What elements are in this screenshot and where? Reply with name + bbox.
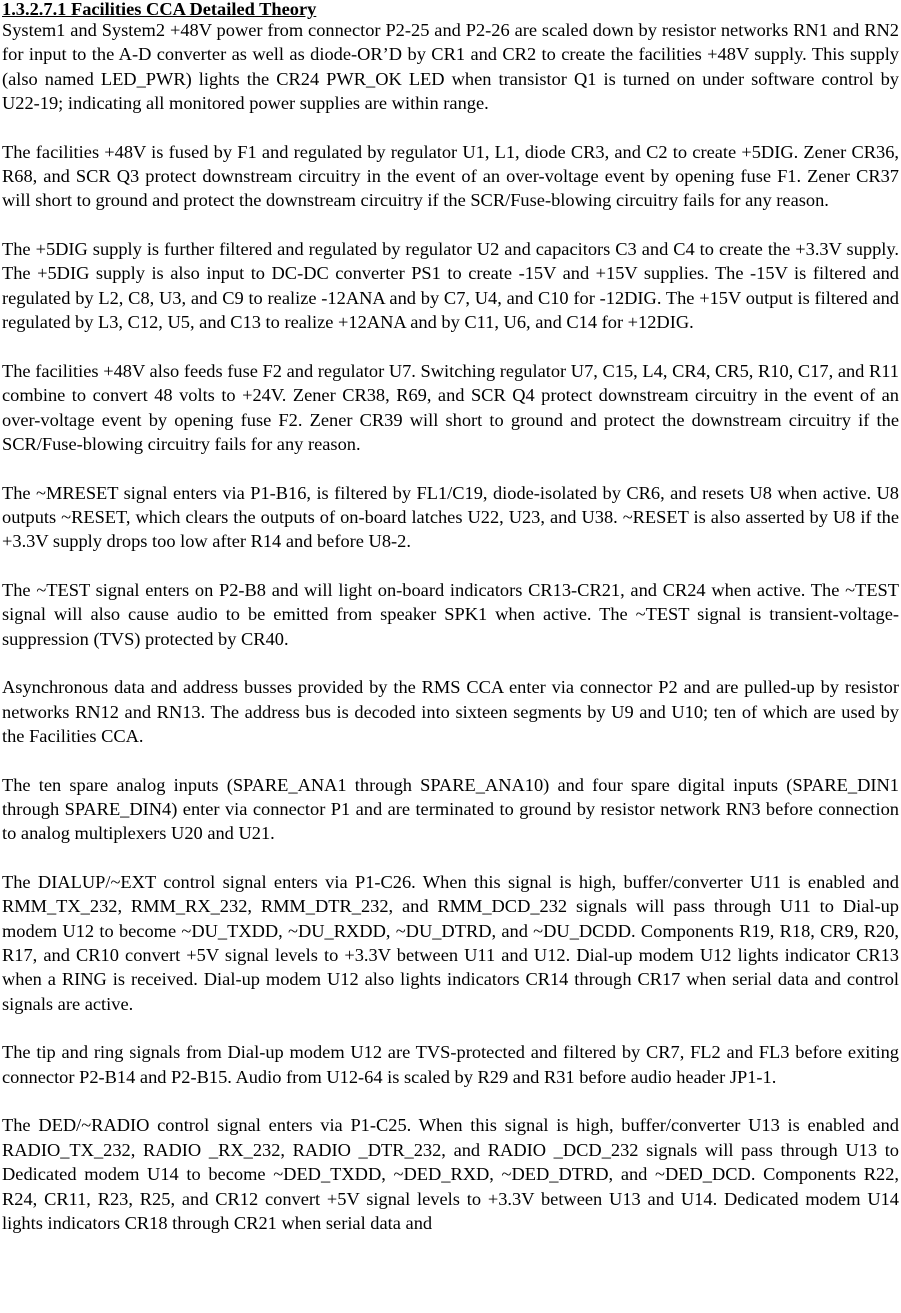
paragraph-radio-control: The DED/~RADIO control signal enters via P1-C25. When this signal is high, buffer/converter U13 is enabled and RADIO_TX_232, RADIO _RX_232, RADIO _DTR_232, and RADIO _DCD_232 signals will pass through U13 to Dedicated modem U14 to become ~DED_TXDD, ~DED_RXD, ~DED_DTRD, and ~DED_DCD. Components R22, R24, CR11, R23, R25, and CR12 convert +5V signal levels to +3.3V between U13 and U14. Dedicated modem U14 lights indicators CR18 through CR21 when serial data and [2,1115,899,1233]
paragraph-spacer [2,213,899,237]
paragraph-spacer [2,456,899,480]
paragraph-spacer [2,334,899,358]
paragraph-spacer [2,1016,899,1040]
paragraph-spare-inputs: The ten spare analog inputs (SPARE_ANA1 through SPARE_ANA10) and four spare digital inputs (SPARE_DIN1 through SPARE_DIN4) enter via connector P1 and are terminated to ground by resistor network RN3 before connection to analog multiplexers U20 and U21. [2,774,899,844]
paragraph-24v-regulation: The facilities +48V also feeds fuse F2 and regulator U7. Switching regulator U7, C15, L4, CR4, CR5, R10, C17, and R11 combine to convert 48 volts to +24V. Zener CR38, R69, and SCR Q4 protect downstream circuitry in the event of an over-voltage event by opening fuse F2. Zener CR39 will short to ground and protect the downstream circuitry if the SCR/Fuse-blowing circuitry fails for any reason. [2,360,899,454]
paragraph-data-busses: Asynchronous data and address busses provided by the RMS CCA enter via connector P2 and are pulled-up by resistor networks RN12 and RN13. The address bus is decoded into sixteen segments by U9 and U10; ten of which are used by the Facilities CCA. [2,677,899,746]
paragraph-tip-ring: The tip and ring signals from Dial-up modem U12 are TVS-protected and filtered by CR7, FL2 and FL3 before exiting connector P2-B14 and P2-B15. Audio from U12-64 is scaled by R29 and R31 before audio header JP1-1. [2,1042,899,1087]
paragraph-power-input: System1 and System2 +48V power from connector P2-25 and P2-26 are scaled down by resistor networks RN1 and RN2 for input to the A-D converter as well as diode-OR’D by CR1 and CR2 to create the facilities +48V supply. This supply (also named LED_PWR) lights the CR24 PWR_OK LED when transistor Q1 is turned on under software control by U22-19; indicating all monitored power supplies are within range. [2,20,899,114]
paragraph-spacer [2,651,899,675]
paragraph-test-signal: The ~TEST signal enters on P2-B8 and will light on-board indicators CR13-CR21, and CR24 when active. The ~TEST signal will also cause audio to be emitted from speaker SPK1 when active. The ~TEST signal is transient-voltage-suppression (TVS) protected by CR40. [2,579,899,649]
paragraph-reset-signal: The ~MRESET signal enters via P1-B16, is filtered by FL1/C19, diode-isolated by CR6, and resets U8 when active. U8 outputs ~RESET, which clears the outputs of on-board latches U22, U23, and U38. ~RESET is also asserted by U8 if the +3.3V supply drops too low after R14 and before U8-2. [2,482,899,552]
section-heading: 1.3.2.7.1 Facilities CCA Detailed Theory [2,0,317,19]
paragraph-spacer [2,115,899,139]
paragraph-5dig-regulation: The facilities +48V is fused by F1 and regulated by regulator U1, L1, diode CR3, and C2 to create +5DIG. Zener CR36, R68, and SCR Q3 protect downstream circuitry in the event of an over-voltage event by opening fuse F1. Zener CR37 will short to ground and protect the downstream circuitry if the SCR/Fuse-blowing circuitry fails for any reason. [2,141,899,211]
paragraph-supply-conversion: The +5DIG supply is further filtered and regulated by regulator U2 and capacitors C3 and C4 to create the +3.3V supply. The +5DIG supply is also input to DC-DC converter PS1 to create -15V and +15V supplies. The -15V is filtered and regulated by L2, C8, U3, and C9 to realize -12ANA and by C7, U4, and C10 for -12DIG. The +15V output is filtered and regulated by L3, C12, U5, and C13 to realize +12ANA and by C11, U6, and C14 for +12DIG. [2,239,899,333]
paragraph-spacer [2,554,899,578]
paragraph-dialup-control: The DIALUP/~EXT control signal enters via P1-C26. When this signal is high, buffer/converter U11 is enabled and RMM_TX_232, RMM_RX_232, RMM_DTR_232, and RMM_DCD_232 signals will pass through U11 to Dial-up modem U12 to become ~DU_TXDD, ~DU_RXDD, ~DU_DTRD, and ~DU_DCDD. Components R19, R18, CR9, R20, R17, and CR10 convert +5V signal levels to +3.3V between U11 and U12. Dial-up modem U12 lights indicator CR13 when a RING is received. Dial-up modem U12 also lights indicators CR14 through CR17 when serial data and control signals are active. [2,872,899,1014]
paragraph-spacer [2,846,899,870]
paragraph-spacer [2,1089,899,1113]
paragraph-spacer [2,748,899,772]
